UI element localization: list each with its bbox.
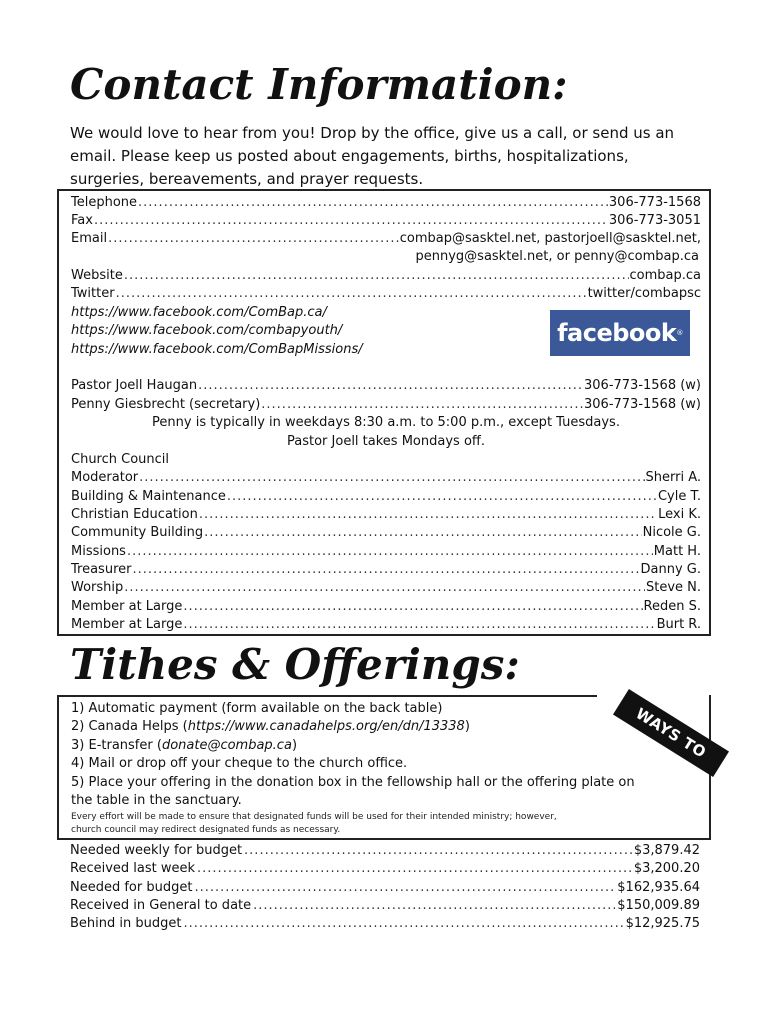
budget-value: $162,935.64: [617, 880, 700, 895]
council-row: [71, 580, 701, 598]
council-member: Nicole G.: [642, 525, 701, 540]
budget-value: $150,009.89: [617, 898, 700, 913]
council-member: Danny G.: [640, 562, 701, 577]
designated-funds-note-continued: church council may redirect designated funds as necessary.: [71, 825, 341, 835]
give-option-text: 4) Mail or drop off your cheque to the church office.: [71, 756, 408, 771]
give-option-text: 5) Place your offering in the donation box in the fellowship hall or the offering plate on: [71, 775, 635, 790]
telephone-value[interactable]: 306-773-1568: [608, 195, 701, 210]
council-row: [71, 544, 701, 562]
budget-row: [70, 843, 700, 861]
budget-row: [70, 861, 700, 879]
contact-information-title: Contact Information:: [70, 60, 568, 109]
pastor-row: [71, 378, 701, 396]
give-option-automatic: [71, 701, 442, 716]
council-role: Moderator: [71, 470, 139, 485]
council-member: Sherri A.: [645, 470, 701, 485]
leader-dots: [124, 268, 629, 283]
council-member: Steve N.: [645, 580, 701, 595]
fax-row: [71, 213, 701, 231]
email-row: [71, 231, 701, 249]
leader-dots: [116, 286, 587, 301]
twitter-label: Twitter: [71, 286, 115, 301]
budget-label: Received in General to date: [70, 898, 252, 913]
budget-row: [70, 880, 700, 898]
council-member: Lexi K.: [658, 507, 701, 522]
telephone-label: Telephone: [71, 195, 138, 210]
budget-row: [70, 916, 700, 934]
pastor-name: Pastor Joell Haugan: [71, 378, 198, 393]
budget-value: $12,925.75: [625, 916, 700, 931]
website-row: [71, 268, 701, 286]
leader-dots: [183, 617, 655, 632]
council-role: Worship: [71, 580, 124, 595]
budget-label: Needed weekly for budget: [70, 843, 243, 858]
council-member: Reden S.: [643, 599, 701, 614]
give-option-text: 1) Automatic payment (form available on the back table): [71, 701, 443, 716]
give-option-etransfer: [71, 738, 297, 753]
office-hours-note: Penny is typically in weekdays 8:30 a.m. to 5:00 p.m., except Tuesdays.: [152, 415, 620, 430]
twitter-row: [71, 286, 701, 304]
council-role: Building & Maintenance: [71, 489, 226, 504]
etransfer-email-link[interactable]: donate@combap.ca: [161, 738, 292, 753]
give-option-text-end: ): [464, 719, 470, 734]
email-value[interactable]: combap@sasktel.net, pastorjoell@sasktel.net,: [399, 231, 701, 246]
council-role: Community Building: [71, 525, 204, 540]
leader-dots: [183, 916, 623, 931]
website-link[interactable]: combap.ca: [629, 268, 701, 283]
secretary-name: Penny Giesbrecht (secretary): [71, 397, 261, 412]
facebook-link-youth[interactable]: https://www.facebook.com/combapyouth/: [71, 323, 343, 338]
leader-dots: [253, 898, 615, 913]
canada-helps-link[interactable]: https://www.canadahelps.org/en/dn/13338: [187, 719, 465, 734]
council-member: Matt H.: [653, 544, 701, 559]
leader-dots: [132, 562, 639, 577]
designated-funds-note: Every effort will be made to ensure that designated funds will be used for their intended ministry; however,: [71, 812, 557, 822]
leader-dots: [199, 507, 657, 522]
website-label: Website: [71, 268, 123, 283]
email-label: Email: [71, 231, 108, 246]
facebook-logo[interactable]: facebook®: [550, 310, 690, 356]
budget-row: [70, 898, 700, 916]
secretary-phone[interactable]: 306-773-1568 (w): [584, 397, 701, 412]
give-option-donation-box: [71, 775, 635, 790]
contact-intro-text: We would love to hear from you! Drop by the office, give us a call, or send us an email. Please keep us posted about engagements, births, hospitalizations, surgeries, bereavements, and prayer requests.: [70, 124, 675, 188]
council-role: Treasurer: [71, 562, 132, 577]
council-row: [71, 525, 701, 543]
twitter-link[interactable]: twitter/combapsc: [587, 286, 701, 301]
give-option-donation-box-continued: [71, 793, 242, 808]
facebook-logo-text: facebook: [557, 319, 677, 347]
council-row: [71, 470, 701, 488]
leader-dots: [197, 861, 632, 876]
leader-dots: [124, 580, 645, 595]
facebook-link-main[interactable]: https://www.facebook.com/ComBap.ca/: [71, 305, 327, 320]
leader-dots: [108, 231, 399, 246]
budget-label: Behind in budget: [70, 916, 182, 931]
budget-label: Needed for budget: [70, 880, 193, 895]
budget-value: $3,879.42: [633, 843, 700, 858]
council-role: Member at Large: [71, 617, 183, 632]
council-member: Cyle T.: [657, 489, 701, 504]
give-option-text: 3) E-transfer (: [71, 738, 162, 753]
contact-details-box: [57, 189, 711, 636]
fax-label: Fax: [71, 213, 93, 228]
secretary-row: [71, 397, 701, 415]
give-option-text-end: ): [291, 738, 298, 753]
leader-dots: [204, 525, 642, 540]
leader-dots: [127, 544, 653, 559]
council-role: Christian Education: [71, 507, 198, 522]
leader-dots: [138, 195, 608, 210]
council-row: [71, 507, 701, 525]
give-option-mail: [71, 756, 407, 771]
council-row: [71, 617, 701, 635]
give-option-text: the table in the sanctuary.: [71, 793, 242, 808]
leader-dots: [227, 489, 657, 504]
council-member: Burt R.: [656, 617, 701, 632]
pastor-day-off-note: Pastor Joell takes Mondays off.: [287, 434, 485, 449]
leader-dots: [244, 843, 632, 858]
council-row: [71, 562, 701, 580]
council-row: [71, 599, 701, 617]
council-role: Member at Large: [71, 599, 183, 614]
leader-dots: [94, 213, 608, 228]
church-council-heading: Church Council: [71, 452, 170, 467]
leader-dots: [198, 378, 583, 393]
facebook-link-missions[interactable]: https://www.facebook.com/ComBapMissions/: [71, 342, 363, 357]
email-value-continued[interactable]: pennyg@sasktel.net, or penny@combap.ca: [415, 249, 699, 264]
telephone-row: [71, 195, 701, 213]
leader-dots: [261, 397, 583, 412]
ways-to-give-box: [57, 695, 711, 840]
council-role: Missions: [71, 544, 126, 559]
ways-to-give-stamp: WAYS TO GIVE: [613, 689, 729, 777]
leader-dots: [139, 470, 644, 485]
fax-value: 306-773-3051: [608, 213, 701, 228]
council-row: [71, 489, 701, 507]
pastor-phone[interactable]: 306-773-1568 (w): [584, 378, 701, 393]
give-option-text: 2) Canada Helps (: [71, 719, 188, 734]
tithes-offerings-title: Tithes & Offerings:: [70, 640, 520, 689]
leader-dots: [194, 880, 615, 895]
budget-value: $3,200.20: [633, 861, 700, 876]
give-option-canada-helps: [71, 719, 470, 734]
budget-label: Received last week: [70, 861, 196, 876]
leader-dots: [183, 599, 642, 614]
